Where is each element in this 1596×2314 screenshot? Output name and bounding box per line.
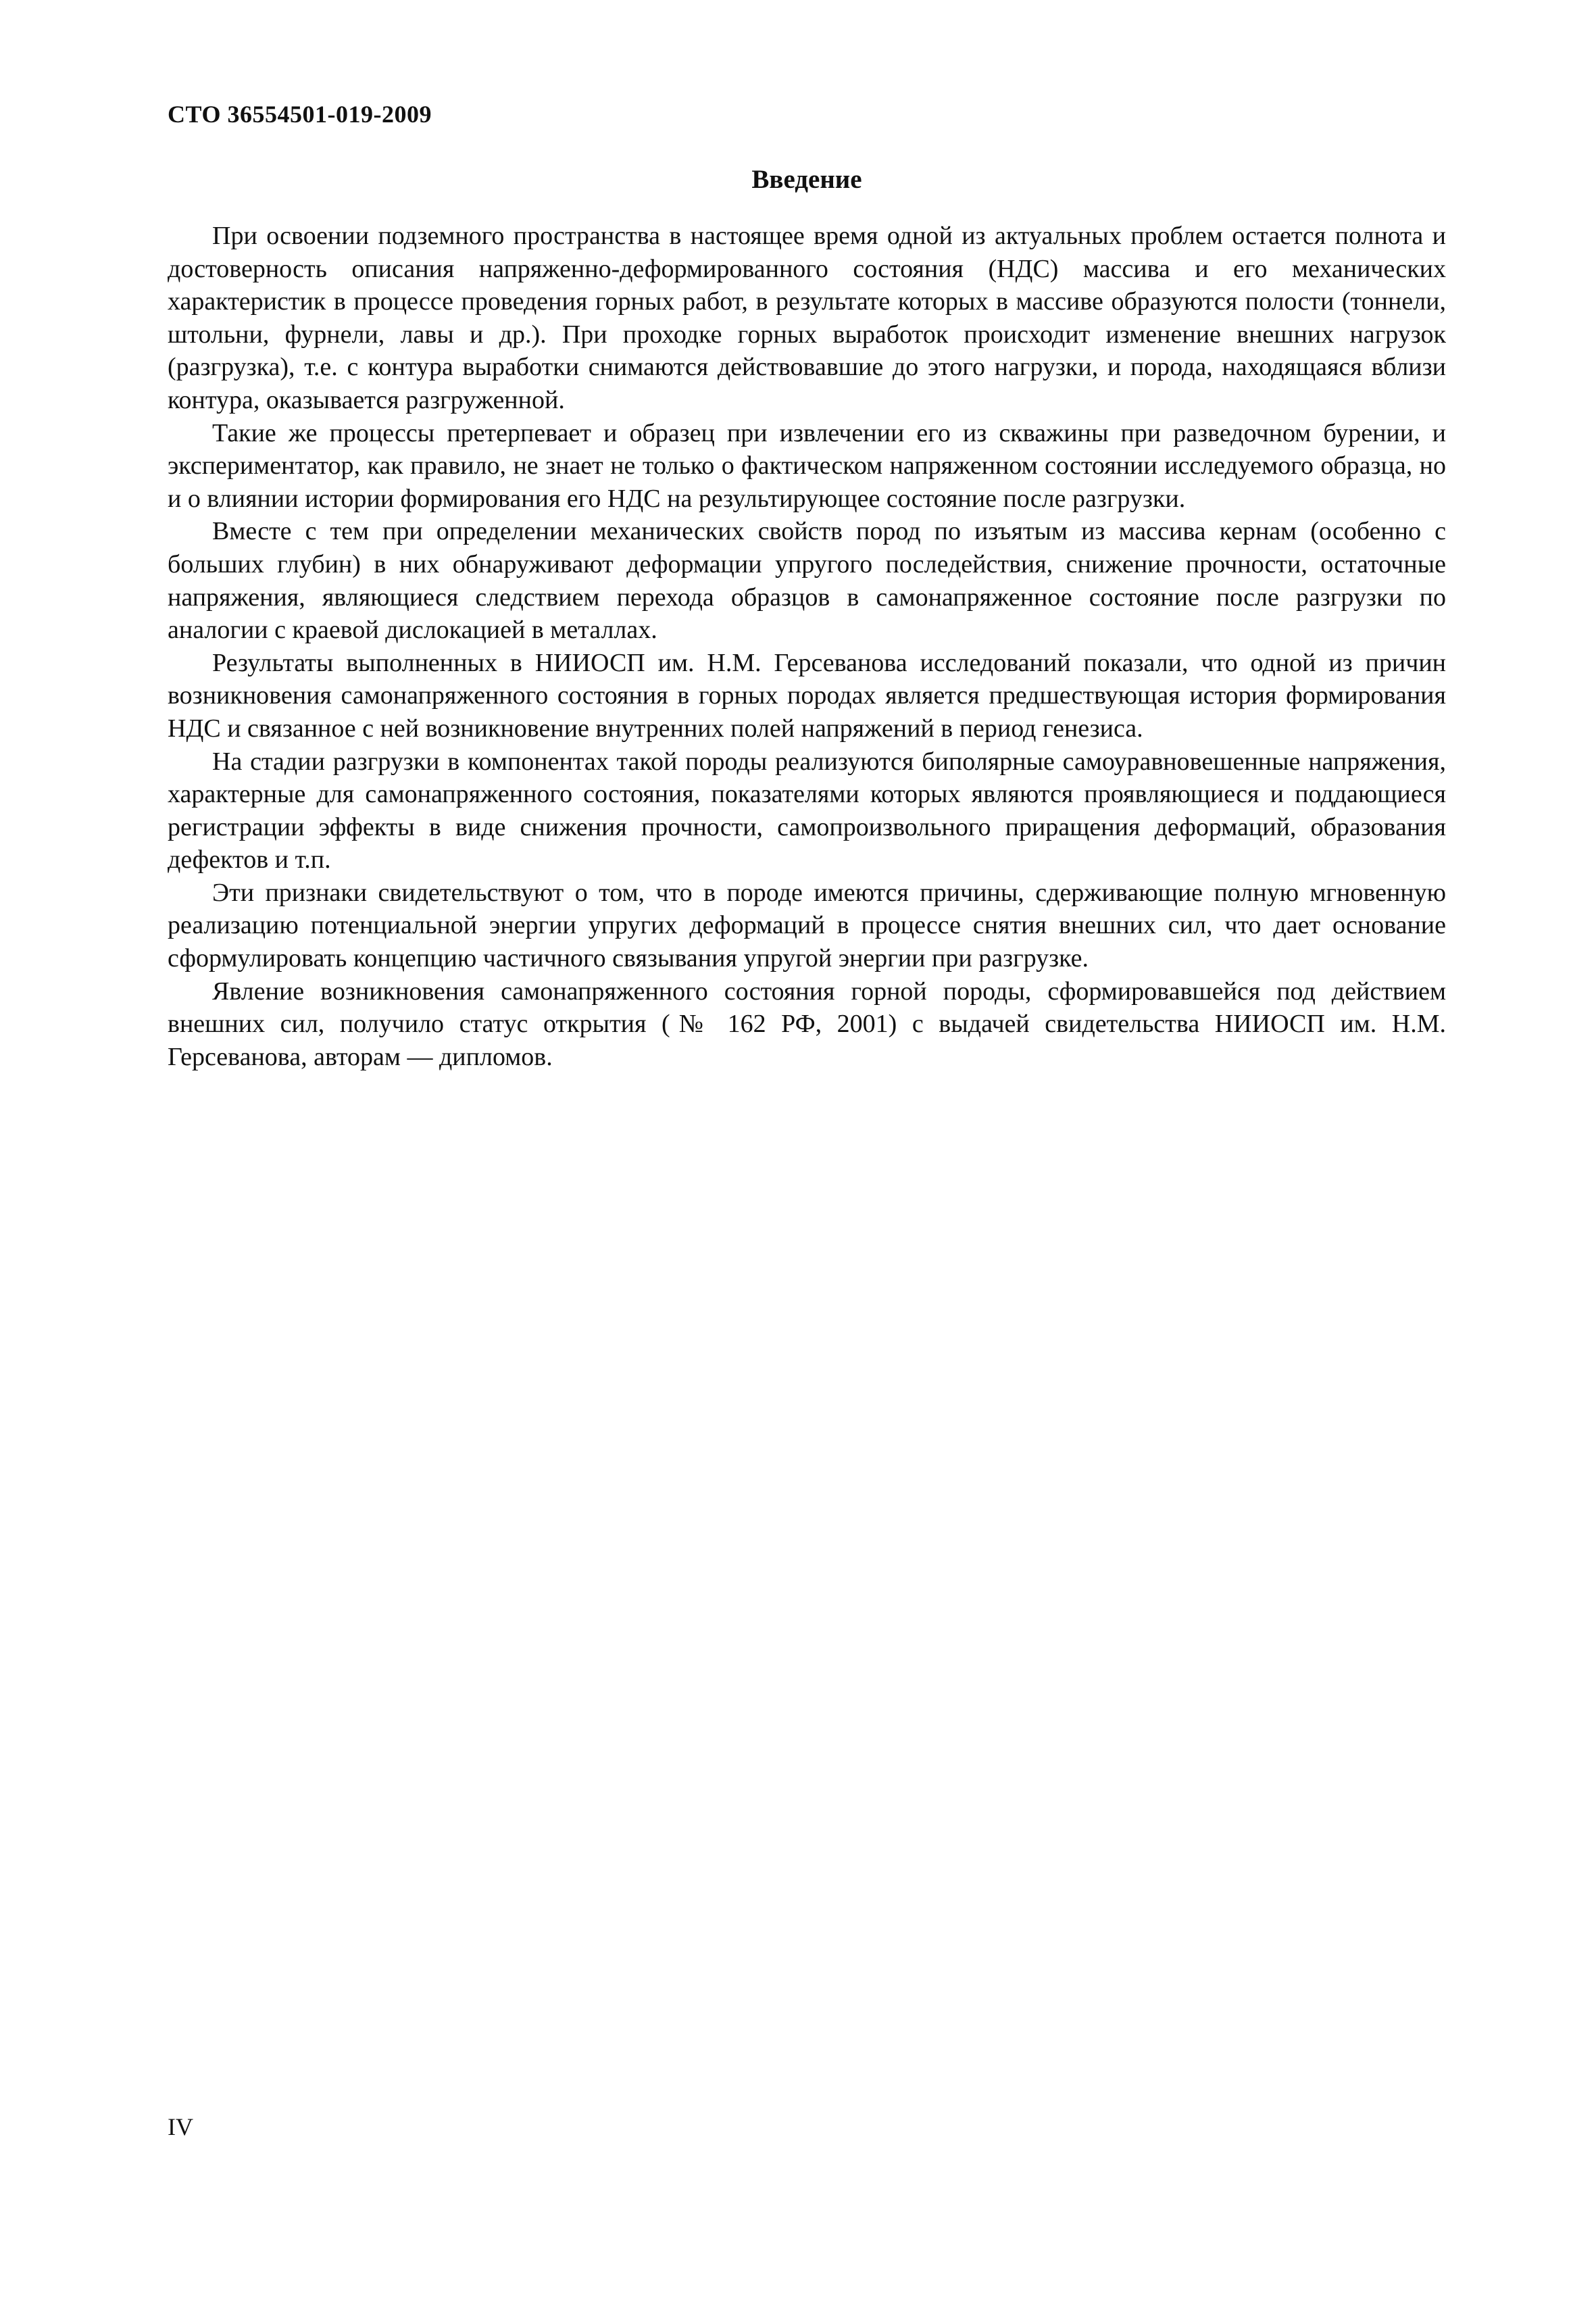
paragraph: При освоении подземного пространства в настоящее время одной из актуальных проблем остается полнота и достоверность описания напряженно-деформированного состояния (НДС) массива и его механических характеристик в процессе проведения горных работ, в результате которых в массиве образуются полости (тоннели, штольни, фурнели, лавы и др.). При проходке горных выработок происходит изменение внешних нагрузок (разгрузка), т.е. с контура выработки снимаются действовавшие до этого нагрузки, и порода, находящаяся вблизи контура, оказывается разгруженной. — [168, 222, 1446, 414]
page-number: IV — [168, 2113, 193, 2140]
paragraph: На стадии разгрузки в компонентах такой породы реализуются биполярные самоуравновешенные напряжения, характерные для самонапряженного состояния, показателями которых являются проявляющиеся и поддающиеся регистрации эффекты в виде снижения прочности, самопроизвольного приращения деформаций, образования дефектов и т.п. — [168, 747, 1446, 875]
paragraph: Такие же процессы претерпевает и образец при извлечении его из скважины при разведочном бурении, и экспериментатор, как правило, не знает не только о фактическом напряженном состоянии исследуемого образца, но и о влиянии истории формирования его НДС на результирующее состояние после разгрузки. — [168, 418, 1446, 513]
section-title: Введение — [751, 165, 862, 194]
paragraph: Результаты выполненных в НИИОСП им. Н.М. Герсеванова исследований показали, что одной из причин возникновения самонапряженного состояния в горных породах является предшествующая история формирования НДС и связанное с ней возникновение внутренних полей напряжений в период генезиса. — [168, 648, 1446, 743]
paragraph: Явление возникновения самонапряженного состояния горной породы, сформировавшейся под действием внешних сил, получило статус открытия (№ 162 РФ, 2001) с выдачей свидетельства НИИОСП им. Н.М. Герсеванова, авторам — дипломов. — [168, 977, 1446, 1071]
paragraph: Эти признаки свидетельствуют о том, что в породе имеются причины, сдерживающие полную мгновенную реализацию потенциальной энергии упругих деформаций в процессе снятия внешних сил, что дает основание сформулировать концепцию частичного связывания упругой энергии при разгрузке. — [168, 878, 1446, 973]
document-code: СТО 36554501-019-2009 — [168, 101, 432, 128]
body-text — [168, 220, 1446, 1073]
paragraph: Вместе с тем при определении механических свойств пород по изъятым из массива кернам (особенно с больших глубин) в них обнаруживают деформации упругого последействия, снижение прочности, остаточные напряжения, являющиеся следствием перехода образцов в самонапряженное состояние после разгрузки по аналогии с краевой дислокацией в металлах. — [168, 517, 1446, 645]
